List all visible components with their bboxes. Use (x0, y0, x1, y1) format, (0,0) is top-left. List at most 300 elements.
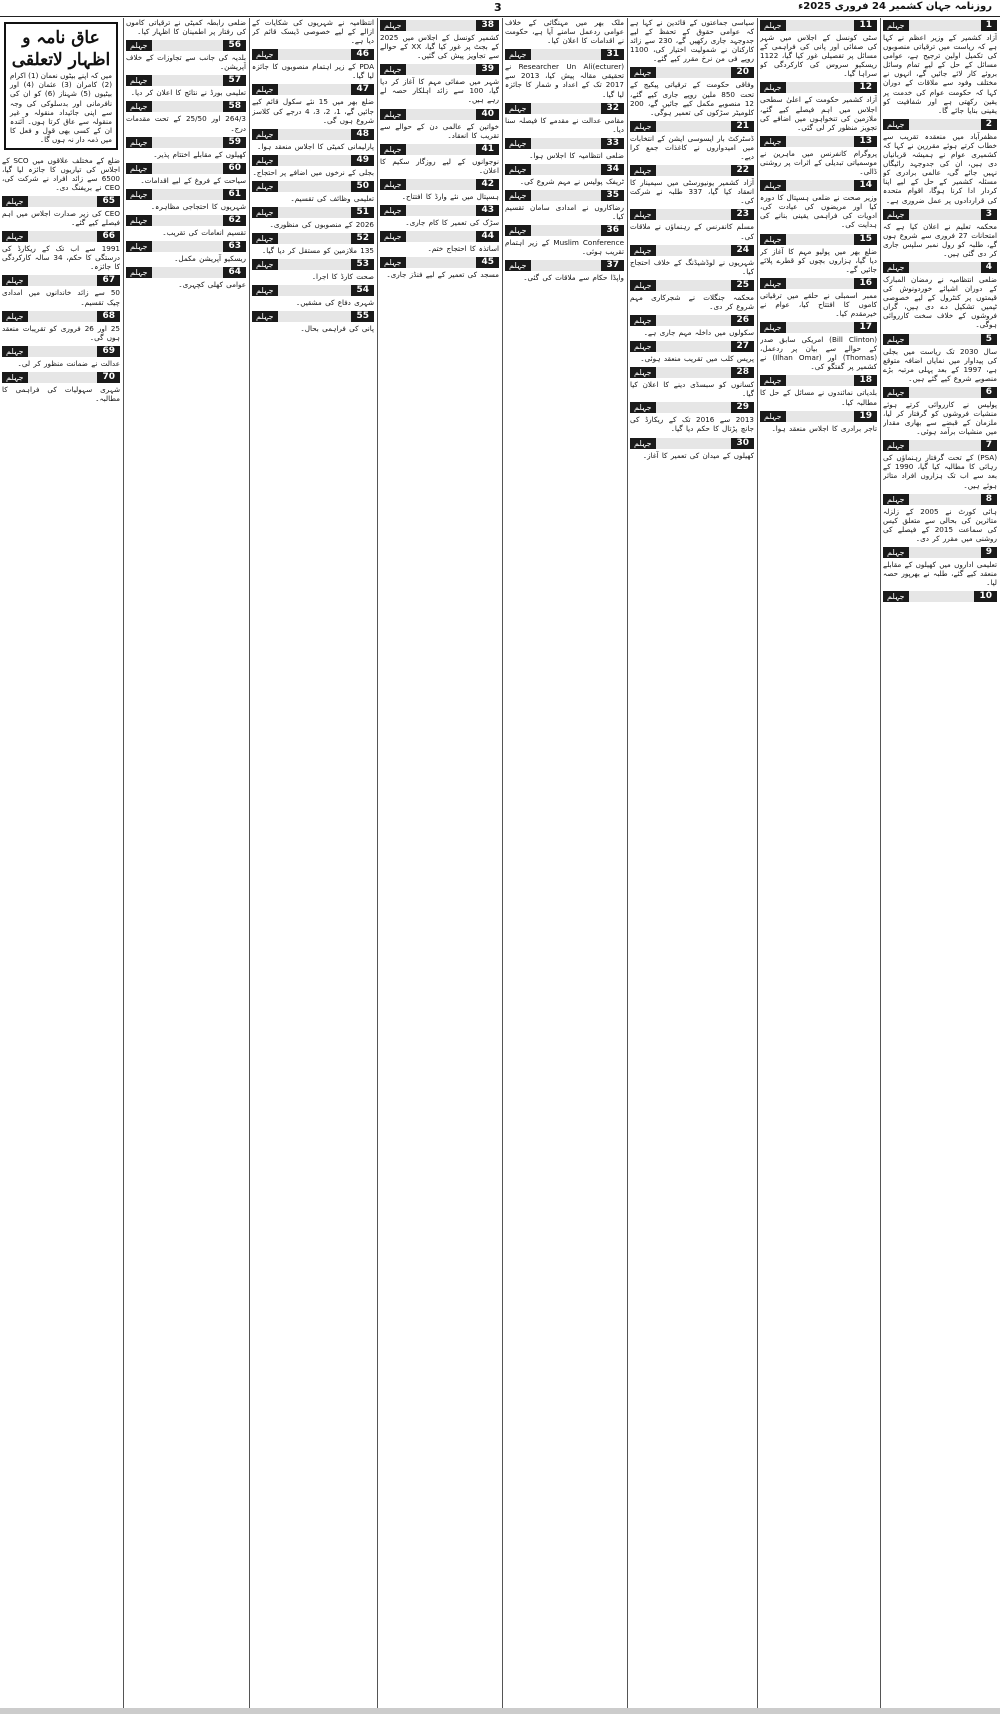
news-item-header (380, 205, 499, 216)
news-item-number: 24 (731, 245, 754, 256)
news-item-number: 66 (97, 231, 120, 242)
news-item-text: تاجر برادری کا اجلاس منعقد ہوا۔ (771, 423, 877, 433)
news-item-number: 12 (854, 82, 877, 93)
section-tag: جہلم (883, 209, 909, 220)
news-item-header (505, 190, 624, 201)
section-tag: جہلم (252, 155, 278, 166)
news-item-header (2, 275, 120, 286)
news-item-number: 46 (351, 49, 374, 60)
news-item (630, 280, 754, 311)
news-item (630, 121, 754, 161)
news-item-text: انتظامیہ نے شہریوں کی شکایات کے ازالے کے لیے خصوصی ڈیسک قائم کر دیا ہے۔ (252, 18, 374, 46)
news-item-text: رضاکاروں نے امدادی سامان تقسیم کیا۔ (505, 203, 624, 222)
news-item-header (883, 20, 997, 31)
news-item-header (760, 20, 877, 31)
news-item (630, 367, 754, 398)
news-item-number: 60 (223, 163, 246, 174)
news-item-header (252, 181, 374, 192)
news-item-text: سکولوں میں داخلہ مہم جاری ہے۔ (643, 327, 754, 337)
news-item-header (252, 259, 374, 270)
news-item (505, 164, 624, 186)
news-item-header (760, 278, 877, 289)
section-tag: جہلم (630, 209, 656, 220)
news-item-header (380, 179, 499, 190)
section-tag: جہلم (883, 591, 909, 602)
news-item-text: شہری سہولیات کی فراہمی کا مطالبہ۔ (2, 384, 120, 404)
news-item (126, 189, 246, 211)
section-tag: جہلم (630, 367, 656, 378)
news-item-text: CEO کی زیر صدارت اجلاس میں اہم فیصلے کیے گئے۔ (2, 209, 120, 228)
news-item-text: 264/3 اور 25/50 کے تحت مقدمات درج۔ (126, 114, 246, 133)
news-item-text: تعلیمی بورڈ نے نتائج کا اعلان کر دیا۔ (130, 88, 246, 98)
news-item-header (252, 285, 374, 296)
section-tag: جہلم (630, 245, 656, 256)
news-item (380, 144, 499, 175)
column-6 (252, 18, 374, 1708)
news-item (126, 101, 246, 132)
news-item-header (505, 225, 624, 236)
news-item-header (760, 322, 877, 333)
news-item-number: 5 (981, 334, 997, 345)
news-item-text: سیاحت کے فروغ کے لیے اقدامات۔ (140, 175, 246, 185)
news-item-header (126, 189, 246, 200)
page-footer-bar (0, 1708, 1000, 1714)
news-item (630, 67, 754, 116)
news-item-number: 10 (974, 591, 997, 602)
news-item-header (126, 101, 246, 112)
news-item-number: 21 (731, 121, 754, 132)
news-item (883, 387, 997, 436)
section-tag: جہلم (380, 64, 406, 75)
news-item (126, 137, 246, 159)
notice-text: میں کہ اپنے بیٹوں نعمان (1) اکرام (2) کامران (3) عثمان (4) اور بیٹیوں (5) شہناز (6) کو ان کی نافرمانی اور بدسلوکی کی وجہ سے اپنی جائیداد منقولہ و غیر منقولہ سے عاق کرتا ہوں۔ آئندہ ان کے کسی بھی قول و فعل کا میں ذمہ دار نہ ہوں گا۔ (10, 71, 113, 145)
news-item-header (2, 311, 120, 322)
news-item (252, 155, 374, 177)
news-item (126, 215, 246, 237)
section-tag: جہلم (252, 129, 278, 140)
news-item-number: 35 (601, 190, 624, 201)
news-item-number: 16 (854, 278, 877, 289)
news-item (380, 20, 499, 60)
news-item (883, 209, 997, 258)
news-item-number: 69 (97, 346, 120, 357)
section-tag: جہلم (760, 322, 786, 333)
news-item (505, 190, 624, 221)
news-item-header (630, 438, 754, 449)
section-tag: جہلم (380, 231, 406, 242)
news-item-text: ریسکیو آپریشن مکمل۔ (174, 254, 246, 264)
news-item-number: 41 (476, 144, 499, 155)
news-item-text: 2013 سے 2016 تک کے ریکارڈ کی جانچ پڑتال کا حکم دیا گیا۔ (630, 415, 754, 434)
news-item-text: 1991 سے اب تک کے ریکارڈ کی درستگی کا حکم، 34 سالہ کارکردگی کا جائزہ۔ (2, 244, 120, 272)
news-item (252, 285, 374, 307)
news-item-text: محکمہ جنگلات نے شجرکاری مہم شروع کر دی۔ (630, 292, 754, 311)
news-item-header (760, 82, 877, 93)
news-item (505, 260, 624, 282)
news-item-header (126, 215, 246, 226)
news-item (505, 18, 624, 45)
news-item-number: 14 (854, 180, 877, 191)
section-tag: جہلم (630, 438, 656, 449)
news-item (2, 231, 120, 271)
news-item (126, 163, 246, 185)
section-tag: جہلم (630, 67, 656, 78)
news-item-text: شہر میں صفائی مہم کا آغاز کر دیا گیا، 100 سے زائد اہلکار حصہ لے رہے ہیں۔ (380, 77, 499, 105)
news-item-text: ضلع بھر میں 15 نئے سکول قائم کیے جائیں گے، 1، 2، 3، 4 درجے کی کلاسز شروع ہوں گی۔ (252, 97, 374, 125)
section-tag: جہلم (883, 440, 909, 451)
news-item-header (2, 231, 120, 242)
news-item-number: 67 (97, 275, 120, 286)
news-item-header (760, 180, 877, 191)
column-8 (2, 18, 120, 1708)
section-tag: جہلم (380, 179, 406, 190)
news-item-text: بجلی کے نرخوں میں اضافے پر احتجاج۔ (252, 167, 374, 177)
news-item-text: ممبر اسمبلی نے حلقے میں ترقیاتی کاموں کا افتتاح کیا، عوام نے خیرمقدم کیا۔ (760, 290, 877, 318)
news-item-number: 57 (223, 75, 246, 86)
news-item-text: ملک بھر میں مہنگائی کے خلاف عوامی ردعمل سامنے آیا ہے، حکومت نے اقدامات کا اعلان کیا۔ (505, 18, 624, 46)
news-item (126, 40, 246, 71)
news-item-header (2, 372, 120, 383)
notice-title: عاق نامہ و اظہار لاتعلقی (11, 28, 111, 70)
news-item-number: 58 (223, 101, 246, 112)
news-item-text: پریس کلب میں تقریب منعقد ہوئی۔ (640, 354, 754, 364)
news-item-header (883, 547, 997, 558)
news-item-header (760, 234, 877, 245)
news-item-header (126, 163, 246, 174)
section-tag: جہلم (2, 275, 28, 286)
news-item-header (252, 49, 374, 60)
news-item-number: 1 (981, 20, 997, 31)
news-item (380, 205, 499, 227)
news-item (2, 156, 120, 192)
news-item-text: ضلع بھر میں پولیو مہم کا آغاز کر دیا گیا، ہزاروں بچوں کو قطرے پلائے جائیں گے۔ (760, 246, 877, 274)
news-item-text: پولیس نے کارروائی کرتے ہوئے منشیات فروشوں کو گرفتار کر لیا، ملزمان کے قبضے سے بھاری مقدار میں منشیات برآمد ہوئی۔ (883, 399, 997, 437)
news-item-number: 38 (476, 20, 499, 31)
news-item-number: 70 (97, 372, 120, 383)
news-item-number: 64 (223, 267, 246, 278)
news-item-number: 55 (351, 311, 374, 322)
news-item-text: پانی کی فراہمی بحال۔ (300, 324, 374, 334)
section-tag: جہلم (252, 259, 278, 270)
news-item-text: (PSA) کے تحت گرفتار رہنماؤں کی رہائی کا مطالبہ کیا گیا، 1990 کے بعد سے اب تک ہزاروں افراد متاثر ہوئے ہیں۔ (883, 453, 997, 490)
news-item-text: مسلم کانفرنس کے رہنماؤں نے ملاقات کی۔ (630, 222, 754, 241)
news-item-text: آزاد کشمیر حکومت کے اعلیٰ سطحی اجلاس میں اہم فیصلے کیے گئے، ملازمین کی تنخواہوں میں اضافے کی تجویز منظور کر لی گئی۔ (760, 95, 877, 132)
news-item-header (630, 209, 754, 220)
news-item-text: ضلعی انتظامیہ نے رمضان المبارک کے دوران اشیائے خوردونوش کی قیمتوں پر کنٹرول کے لیے خصوصی ٹیمیں تشکیل دے دی ہیں، گراں فروشوں کے خلاف سخت کارروائی ہوگی۔ (883, 274, 997, 330)
section-tag: جہلم (883, 547, 909, 558)
news-item (505, 49, 624, 98)
news-item (630, 245, 754, 276)
news-item-header (380, 64, 499, 75)
news-item-number: 26 (731, 315, 754, 326)
news-item-text: سٹی کونسل کے اجلاس میں شہر کی صفائی اور پانی کی فراہمی کے مسائل پر تفصیلی غور کیا گیا، 1122 ریسکیو سروس کی کارکردگی کو سراہا گیا۔ (760, 33, 877, 79)
news-item-text: ڈسٹرکٹ بار ایسوسی ایشن کے انتخابات میں امیدواروں نے کاغذات جمع کرا دیے۔ (630, 133, 754, 162)
news-item-header (126, 137, 246, 148)
section-tag: جہلم (630, 121, 656, 132)
news-item-text: ضلع کے مختلف علاقوں میں SCO کے اجلاس کی تیاریوں کا جائزہ لیا گیا، 6500 سے زائد افراد نے شرکت کی، CEO نے بریفنگ دی۔ (2, 155, 120, 192)
news-item-text: صحت کارڈ کا اجرا۔ (311, 272, 374, 282)
news-item-number: 65 (97, 196, 120, 207)
news-item (630, 209, 754, 240)
section-tag: جہلم (380, 20, 406, 31)
news-item-number: 8 (981, 494, 997, 505)
news-item (2, 275, 120, 306)
section-tag: جہلم (505, 138, 531, 149)
news-item-number: 40 (476, 109, 499, 120)
news-item-text: وزیر صحت نے ضلعی ہسپتال کا دورہ کیا اور مریضوں کی عیادت کی، ادویات کی فراہمی یقینی بنانے کی ہدایت کی۔ (760, 193, 877, 230)
news-item-number: 2 (981, 119, 997, 130)
news-item-text: ضلعی رابطہ کمیٹی نے ترقیاتی کاموں کی رفتار پر اطمینان کا اظہار کیا۔ (126, 18, 246, 37)
section-tag: جہلم (2, 231, 28, 242)
news-item (883, 262, 997, 330)
news-item (630, 165, 754, 205)
news-item-header (630, 341, 754, 352)
section-tag: جہلم (505, 190, 531, 201)
news-item-header (883, 119, 997, 130)
news-item-number: 53 (351, 259, 374, 270)
news-item (760, 20, 877, 78)
news-item-number: 18 (854, 375, 877, 386)
news-item-number: 42 (476, 179, 499, 190)
news-item-number: 20 (731, 67, 754, 78)
news-item-header (380, 109, 499, 120)
section-tag: جہلم (883, 334, 909, 345)
news-item-number: 36 (601, 225, 624, 236)
news-item (630, 438, 754, 460)
news-item-text: ہسپتال میں نئے وارڈ کا افتتاح۔ (401, 191, 499, 201)
section-tag: جہلم (760, 234, 786, 245)
news-item-text: محکمہ تعلیم نے اعلان کیا ہے کہ امتحانات 27 فروری سے شروع ہوں گے، طلبہ کو رول نمبر سلپس جاری کر دی گئی ہیں۔ (883, 221, 997, 258)
news-item-number: 3 (981, 209, 997, 220)
news-item (883, 591, 997, 602)
dateline: روزنامہ جہان کشمیر 24 فروری 2025ء (798, 1, 992, 12)
news-item (630, 315, 754, 337)
section-tag: جہلم (630, 402, 656, 413)
page-number: 3 (494, 1, 502, 14)
news-item-number: 62 (223, 215, 246, 226)
news-item (883, 20, 997, 115)
news-item-header (2, 196, 120, 207)
news-item-header (630, 402, 754, 413)
news-item-text: خواتین کے عالمی دن کے حوالے سے تقریب کا انعقاد۔ (380, 121, 499, 140)
news-item-number: 47 (351, 84, 374, 95)
news-item-header (380, 144, 499, 155)
news-item-text: آزاد کشمیر کے وزیر اعظم نے کہا ہے کہ ریاست میں ترقیاتی منصوبوں کی تکمیل اولین ترجیح ہے، عوامی مسائل کے حل کے لیے تمام وسائل بروئے کار لائے جائیں گے، انہوں نے مختلف وفود سے ملاقات کے دوران کہا کہ حکومت عوام کی خدمت پر یقین رکھتی ہے اور شفافیت کو یقینی بنایا جائے گا۔ (883, 33, 997, 115)
section-tag: جہلم (380, 144, 406, 155)
news-item-header (505, 49, 624, 60)
news-item-number: 31 (601, 49, 624, 60)
news-item-text: تعلیمی وظائف کی تقسیم۔ (290, 193, 374, 203)
news-item-header (126, 40, 246, 51)
news-item-header (505, 138, 624, 149)
news-item (2, 311, 120, 342)
news-item-number: 6 (981, 387, 997, 398)
news-item-text: (Bill Clinton) امریکی سابق صدر کے حوالے سے بیان پر ردعمل، (Thomas) اور (Ilhan Omar) نے کشمیر پر گفتگو کی۔ (760, 335, 877, 372)
news-item-number: 13 (854, 136, 877, 147)
news-item-header (760, 411, 877, 422)
section-tag: جہلم (126, 75, 152, 86)
news-item-text: Muslim Conference کے زیر اہتمام تقریب ہوئی۔ (505, 238, 624, 257)
news-item-number: 45 (476, 257, 499, 268)
section-tag: جہلم (252, 285, 278, 296)
section-tag: جہلم (883, 262, 909, 273)
news-item-text: کسانوں کو سبسڈی دینے کا اعلان کیا گیا۔ (630, 380, 754, 399)
news-item-number: 15 (854, 234, 877, 245)
news-item (252, 233, 374, 255)
news-item (2, 372, 120, 403)
news-item-number: 61 (223, 189, 246, 200)
section-tag: جہلم (380, 109, 406, 120)
news-item-header (883, 334, 997, 345)
news-item-text: ٹریفک پولیس نے مہم شروع کی۔ (519, 176, 624, 186)
news-item-text: تقسیم انعامات کی تقریب۔ (162, 227, 246, 237)
section-tag: جہلم (760, 180, 786, 191)
news-item (380, 109, 499, 140)
news-item-number: 22 (731, 165, 754, 176)
news-item-text: شہری دفاع کی مشقیں۔ (296, 298, 374, 308)
news-item-header (883, 262, 997, 273)
news-item-text: تعلیمی اداروں میں کھیلوں کے مقابلے منعقد کیے گئے، طلبہ نے بھرپور حصہ لیا۔ (883, 560, 997, 588)
section-tag: جہلم (126, 40, 152, 51)
news-item-text: 2026 کے منصوبوں کی منظوری۔ (269, 220, 374, 230)
news-item-number: 32 (601, 103, 624, 114)
section-tag: جہلم (252, 233, 278, 244)
news-item-text: عوامی کھلی کچہری۔ (178, 280, 246, 290)
news-item (505, 138, 624, 160)
section-tag: جہلم (883, 119, 909, 130)
news-item-header (252, 233, 374, 244)
news-item-header (380, 231, 499, 242)
news-item-text: 25 اور 26 فروری کو تقریبات منعقد ہوں گی۔ (2, 323, 120, 342)
news-item (630, 402, 754, 433)
news-item-text: سال 2030 تک ریاست میں بجلی کی پیداوار میں نمایاں اضافہ متوقع ہے، 1997 کے بعد پہلی مرتبہ بڑے منصوبے شروع کیے گئے ہیں۔ (883, 346, 997, 383)
news-item-number: 9 (981, 547, 997, 558)
news-item-header (252, 84, 374, 95)
section-tag: جہلم (505, 225, 531, 236)
masthead (0, 0, 1000, 17)
news-item-number: 59 (223, 137, 246, 148)
news-item-text: شہریوں نے لوڈشیڈنگ کے خلاف احتجاج کیا۔ (630, 257, 754, 276)
section-tag: جہلم (2, 372, 28, 383)
news-item-number: 30 (731, 438, 754, 449)
news-item-number: 68 (97, 311, 120, 322)
news-item (883, 547, 997, 587)
news-item (760, 234, 877, 274)
news-item-text: بلدیہ کی جانب سے تجاوزات کے خلاف آپریشن۔ (126, 53, 246, 72)
news-item-number: 25 (731, 280, 754, 291)
news-item-header (252, 129, 374, 140)
column-1 (883, 18, 997, 1708)
section-tag: جہلم (126, 267, 152, 278)
news-item-text: عدالت نے ضمانت منظور کر لی۔ (17, 358, 120, 368)
news-item (380, 64, 499, 104)
news-item-number: 23 (731, 209, 754, 220)
news-item-number: 43 (476, 205, 499, 216)
section-tag: جہلم (126, 215, 152, 226)
news-item-text: کشمیر کونسل کے اجلاس میں 2025 کے بجٹ پر غور کیا گیا، XX کے حوالے سے تجاویز پیش کی گئیں۔ (380, 33, 499, 61)
news-item-text: کھیلوں کے مقابلے اختتام پذیر۔ (153, 149, 246, 159)
news-item (252, 129, 374, 151)
news-item-number: 56 (223, 40, 246, 51)
news-item (760, 278, 877, 318)
news-item-number: 33 (601, 138, 624, 149)
section-tag: جہلم (126, 163, 152, 174)
news-item (883, 440, 997, 489)
section-tag: جہلم (505, 49, 531, 60)
section-tag: جہلم (630, 315, 656, 326)
news-item-number: 29 (731, 402, 754, 413)
news-item-number: 34 (601, 164, 624, 175)
news-item (630, 341, 754, 363)
news-item-text: بلدیاتی نمائندوں نے مسائل کے حل کا مطالبہ کیا۔ (760, 388, 877, 407)
news-item-number: 19 (854, 411, 877, 422)
news-item (760, 82, 877, 131)
section-tag: جہلم (760, 411, 786, 422)
news-item-text: اساتذہ کا احتجاج ختم۔ (427, 244, 499, 254)
news-item-header (126, 75, 246, 86)
section-tag: جہلم (760, 82, 786, 93)
news-item (760, 411, 877, 433)
news-item (252, 84, 374, 124)
news-item (252, 18, 374, 45)
news-item (505, 103, 624, 134)
news-item (760, 180, 877, 229)
section-tag: جہلم (2, 311, 28, 322)
news-item-header (630, 245, 754, 256)
column-4 (505, 18, 624, 1708)
news-item (883, 334, 997, 383)
news-item (760, 136, 877, 176)
news-item (760, 322, 877, 371)
news-item-text: 50 سے زائد خاندانوں میں امدادی چیک تقسیم۔ (2, 288, 120, 307)
news-item-text: پارلیمانی کمیٹی کا اجلاس منعقد ہوا۔ (257, 141, 374, 151)
news-item-text: مظفرآباد میں منعقدہ تقریب سے خطاب کرتے ہوئے مقررین نے کہا کہ کشمیری عوام نے ہمیشہ قربانیاں دی ہیں، ان کی جدوجہد رائیگاں نہیں جائے گی، عالمی برادری کو مسئلہ کشمیر کے حل کے لیے اپنا کردار ادا کرنا ہوگا، اقوام متحدہ کی قراردادوں پر عمل ضروری ہے۔ (883, 131, 997, 205)
news-item-text: ضلعی انتظامیہ کا اجلاس ہوا۔ (529, 150, 624, 160)
news-item-text: 135 ملازمین کو مستقل کر دیا گیا۔ (262, 246, 374, 256)
news-item-header (2, 346, 120, 357)
news-item-number: 39 (476, 64, 499, 75)
news-item (252, 207, 374, 229)
section-tag: جہلم (883, 387, 909, 398)
news-item-number: 11 (854, 20, 877, 31)
news-item-header (630, 121, 754, 132)
news-item-number: 28 (731, 367, 754, 378)
news-item (126, 267, 246, 289)
section-tag: جہلم (252, 207, 278, 218)
news-item-number: 27 (731, 341, 754, 352)
section-tag: جہلم (505, 103, 531, 114)
news-item-header (505, 103, 624, 114)
news-item (126, 241, 246, 263)
news-item-number: 63 (223, 241, 246, 252)
news-item-text: سیاسی جماعتوں کے قائدین نے کہا ہے کہ عوامی حقوق کے تحفظ کے لیے جدوجہد جاری رکھیں گے، 230 سے زائد کارکنان نے شمولیت اختیار کی، 1100 روپے فی من نرخ مقرر کیے گئے۔ (630, 18, 754, 64)
news-item (883, 119, 997, 205)
news-item-header (252, 207, 374, 218)
disinheritance-notice (4, 22, 118, 150)
news-item (380, 179, 499, 201)
news-item-header (252, 311, 374, 322)
news-item (252, 311, 374, 333)
news-item (252, 181, 374, 203)
news-item-header (505, 164, 624, 175)
section-tag: جہلم (126, 241, 152, 252)
news-item-header (883, 209, 997, 220)
section-tag: جہلم (760, 375, 786, 386)
column-2 (760, 18, 877, 1708)
section-tag: جہلم (252, 181, 278, 192)
news-item-text: Researcher Un Ali(ecturer) نے تحقیقی مقالہ پیش کیا، 2013 سے 2017 تک کے اعداد و شمار کا جائزہ لیا گیا۔ (505, 62, 624, 99)
section-tag: جہلم (380, 205, 406, 216)
